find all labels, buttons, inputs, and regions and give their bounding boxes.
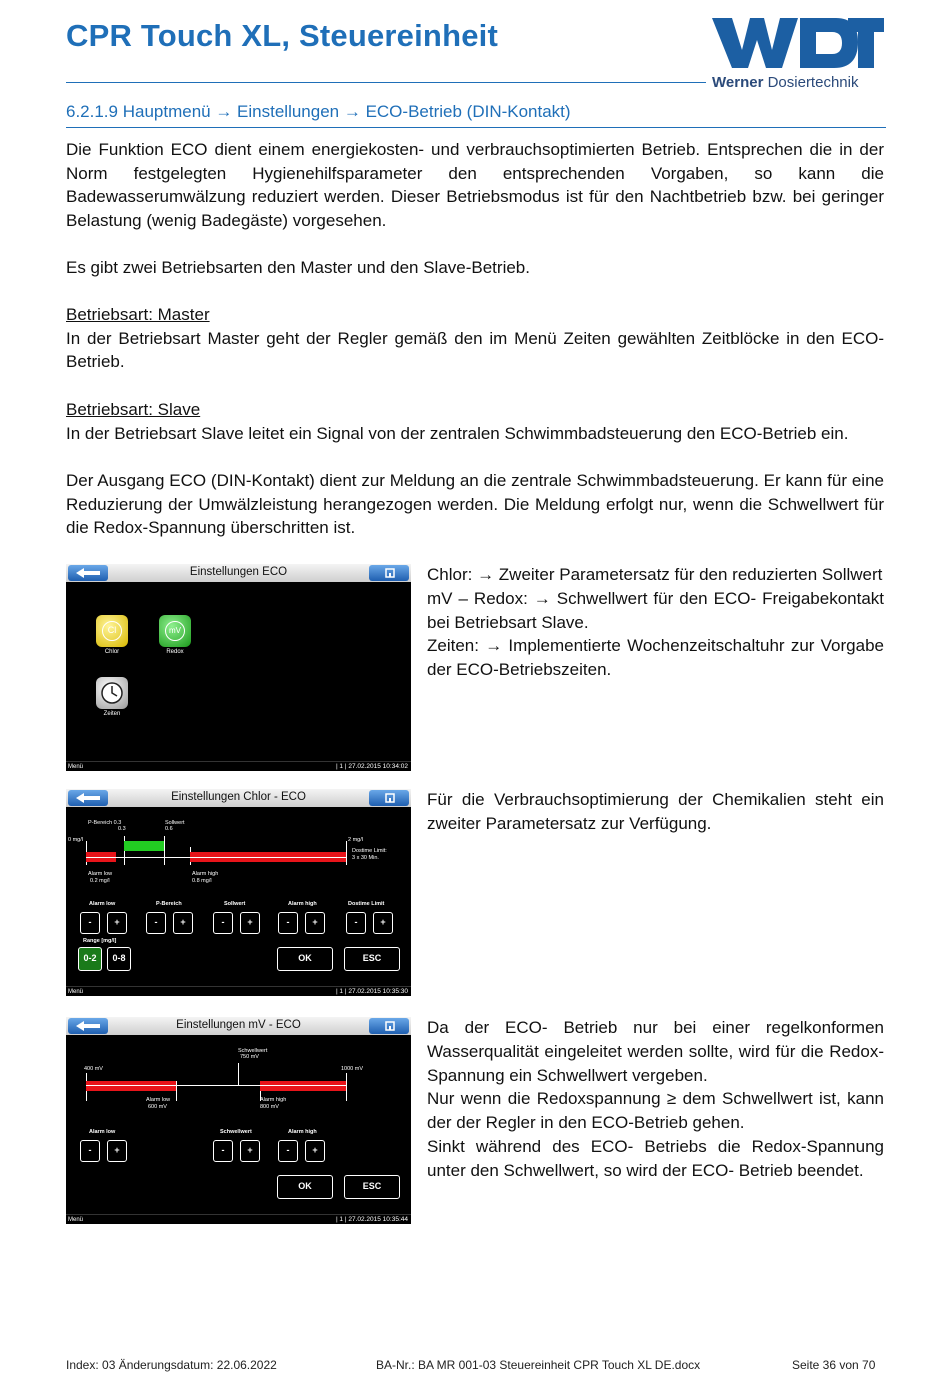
footer-index: Index: 03 Änderungsdatum: 22.06.2022 bbox=[66, 1358, 277, 1372]
alarm-high-value: 0.8 mg/l bbox=[192, 878, 212, 884]
screenshot-mv-eco bbox=[66, 1017, 411, 1224]
zeiten-tile[interactable] bbox=[96, 677, 128, 709]
scale-end-tick bbox=[346, 1073, 347, 1101]
sollwert-plus-button[interactable]: + bbox=[240, 912, 260, 934]
home-button[interactable] bbox=[369, 565, 409, 581]
schwellwert-minus-button[interactable]: - bbox=[213, 1140, 233, 1162]
dostime-label: Dostime Limit: bbox=[352, 848, 387, 854]
section-rule bbox=[66, 127, 886, 128]
range-0-2-button[interactable]: 0-2 bbox=[78, 947, 102, 971]
home-button[interactable] bbox=[369, 790, 409, 806]
pbereich-label: P-Bereich 0.3 bbox=[88, 820, 122, 826]
group-label-dostime: Dostime Limit bbox=[348, 901, 385, 907]
home-icon bbox=[369, 565, 409, 581]
zeiten-label: Zeiten bbox=[103, 711, 121, 717]
home-icon bbox=[369, 790, 409, 806]
alarm-low-plus-button[interactable]: + bbox=[107, 1140, 127, 1162]
alarm-low-minus-button[interactable]: - bbox=[80, 912, 100, 934]
clock-icon bbox=[96, 677, 128, 709]
screen-title: Einstellungen mV - ECO bbox=[176, 1019, 301, 1031]
master-text: In der Betriebsart Master geht der Regler gemäß den im Menü Zeiten gewählten Zeitblöcke in den ECO-Betrieb. bbox=[66, 328, 884, 372]
ok-button[interactable]: OK bbox=[277, 1175, 333, 1199]
screenshot-eco-settings bbox=[66, 564, 411, 771]
footer-rule bbox=[66, 986, 411, 987]
dostime-minus-button[interactable]: - bbox=[346, 912, 366, 934]
range-0-8-button[interactable]: 0-8 bbox=[107, 947, 131, 971]
pbereich-bar bbox=[124, 841, 164, 851]
footer-page: Seite 36 von 70 bbox=[792, 1358, 876, 1372]
schwellwert-value: 750 mV bbox=[240, 1054, 259, 1060]
sollwert-minus-button[interactable]: - bbox=[213, 912, 233, 934]
sollwert-label: Sollwert bbox=[165, 820, 185, 826]
alarm-high-label: Alarm high bbox=[260, 1097, 287, 1103]
alarm-high-plus-button[interactable]: + bbox=[305, 912, 325, 934]
footer-rule bbox=[66, 761, 411, 762]
alarm-high-value: 800 mV bbox=[260, 1104, 279, 1110]
scale-end-tick bbox=[346, 841, 347, 865]
range-min-label: 400 mV bbox=[84, 1066, 103, 1072]
mv-eco-text: Da der ECO- Betrieb nur bei einer regelkonformen Wasserqualität eingeleitet werden sollte, wird für die Redox-Spannung ein Schwellwert vergeben. Nur wenn die Redoxspannung ≥ dem Schwellwert ist, kann der der Regler in den ECO-Betrieb gehen. Sinkt während des ECO- Betriebs die Redox-Spannung unter den Schwellwert, so wird der ECO- Betrieb beendet. bbox=[427, 1018, 884, 1180]
group-label-sollwert: Sollwert bbox=[224, 901, 246, 907]
menu-link[interactable]: Menü bbox=[68, 989, 84, 995]
intro-paragraph: Die Funktion ECO dient einem energiekosten- und verbrauchsoptimierten Betrieb. Entsprechen die in der Norm festgelegten Hygienehilfsparameter den entsprechenden Vorgaben, so kann die Badewasserumwälzung reduziert werden. Dieser Betriebsmodus ist für den Nachtbetrieb bzw. bei geringer Belastung (wenig Badegäste) vorgesehen. bbox=[66, 140, 884, 230]
esc-button[interactable]: ESC bbox=[344, 947, 400, 971]
status-timestamp: | 1 | 27.02.2015 10:35:30 bbox=[335, 988, 408, 995]
dostime-value: 3 x 30 Min. bbox=[352, 855, 379, 861]
group-label-alarm-high: Alarm high bbox=[288, 901, 317, 907]
modes-paragraph: Es gibt zwei Betriebsarten den Master und den Slave-Betrieb. bbox=[66, 258, 530, 277]
redox-icon: mV bbox=[165, 621, 185, 641]
output-paragraph: Der Ausgang ECO (DIN-Kontakt) dient zur Meldung an die zentrale Schwimmbadsteuerung. Er kann für eine Reduzierung der Umwälzleistung herangezogen werden. Die Meldung erfolgt nur, wenn die Schwellwert für die Redox-Spannung überschritten ist. bbox=[66, 471, 884, 538]
range-max-label: 2 mg/l bbox=[348, 837, 363, 843]
group-label-alarm-high: Alarm high bbox=[288, 1129, 317, 1135]
esc-button[interactable]: ESC bbox=[344, 1175, 400, 1199]
slave-text: In der Betriebsart Slave leitet ein Signal von der zentralen Schwimmbadsteuerung den ECO-Betrieb ein. bbox=[66, 423, 849, 443]
pbereich-right-tick bbox=[164, 836, 165, 865]
scale-axis bbox=[86, 857, 346, 858]
schwellwert-plus-button[interactable]: + bbox=[240, 1140, 260, 1162]
chlor-eco-description bbox=[427, 788, 884, 836]
sollwert-value: 0.6 bbox=[165, 826, 173, 832]
alarm-low-tick bbox=[176, 1081, 177, 1101]
group-label-alarm-low: Alarm low bbox=[89, 1129, 116, 1135]
alarm-high-minus-button[interactable]: - bbox=[278, 912, 298, 934]
home-button[interactable] bbox=[369, 1018, 409, 1034]
document-title: CPR Touch XL, Steuereinheit bbox=[66, 18, 498, 53]
footer-rule bbox=[66, 1214, 411, 1215]
status-timestamp: | 1 | 27.02.2015 10:34:02 bbox=[335, 763, 408, 770]
home-icon bbox=[369, 1018, 409, 1034]
alarm-high-label: Alarm high bbox=[192, 871, 219, 877]
alarm-high-bar bbox=[260, 1081, 346, 1091]
section-heading: 6.2.1.9 Hauptmenü → Einstellungen → ECO-Betrieb (DIN-Kontakt) bbox=[66, 102, 571, 121]
screen-title: Einstellungen ECO bbox=[189, 566, 288, 578]
dostime-plus-button[interactable]: + bbox=[373, 912, 393, 934]
range-min-label: 0 mg/l bbox=[68, 837, 83, 843]
redox-label: Redox bbox=[166, 649, 184, 655]
ok-button[interactable]: OK bbox=[277, 947, 333, 971]
mv-eco-description bbox=[427, 1016, 884, 1183]
alarm-high-plus-button[interactable]: + bbox=[305, 1140, 325, 1162]
alarm-low-label: Alarm low bbox=[146, 1097, 171, 1103]
alarm-low-value: 600 mV bbox=[148, 1104, 167, 1110]
menu-link[interactable]: Menü bbox=[68, 1217, 84, 1223]
pbereich-plus-button[interactable]: + bbox=[173, 912, 193, 934]
schwellwert-tick bbox=[238, 1063, 239, 1085]
range-max-label: 1000 mV bbox=[341, 1066, 364, 1072]
range-label: Range [mg/l] bbox=[83, 938, 117, 944]
alarm-high-minus-button[interactable]: - bbox=[278, 1140, 298, 1162]
alarm-low-plus-button[interactable]: + bbox=[107, 912, 127, 934]
group-label-pbereich: P-Bereich bbox=[156, 901, 182, 907]
pbereich-minus-button[interactable]: - bbox=[146, 912, 166, 934]
slave-section bbox=[66, 398, 884, 445]
master-section bbox=[66, 303, 884, 374]
menu-link[interactable]: Menü bbox=[68, 764, 84, 770]
group-label-alarm-low: Alarm low bbox=[89, 901, 116, 907]
schwellwert-label: Schwellwert bbox=[238, 1048, 268, 1054]
redox-tile[interactable] bbox=[159, 615, 191, 647]
alarm-low-bar bbox=[86, 1081, 176, 1091]
chlor-icon: Cl bbox=[102, 621, 122, 641]
alarm-low-value: 0.2 mg/l bbox=[90, 878, 110, 884]
screenshot-chlor-eco bbox=[66, 789, 411, 996]
header-rule bbox=[66, 82, 706, 83]
footer-docname: BA-Nr.: BA MR 001-03 Steuereinheit CPR Touch XL DE.docx bbox=[376, 1358, 701, 1372]
eco-settings-description bbox=[427, 563, 884, 682]
pbereich-value: 0.3 bbox=[118, 826, 126, 832]
chlor-eco-text: Für die Verbrauchsoptimierung der Chemikalien steht ein zweiter Parametersatz zur Verfügung. bbox=[427, 790, 884, 833]
eco-settings-text: Chlor: → Zweiter Parametersatz für den reduzierten Sollwert mV – Redox: → Schwellwert für den ECO- Freigabekontakt bei Betriebsart Slave. Zeiten: → Implementierte Wochenzeitschaltuhr zur Vorgabe der ECO-Betriebszeiten. bbox=[427, 565, 884, 680]
chlor-tile[interactable] bbox=[96, 615, 128, 647]
alarm-low-label: Alarm low bbox=[88, 871, 113, 877]
logo-subtitle: Werner Dosiertechnik bbox=[712, 74, 859, 91]
group-label-schwellwert: Schwellwert bbox=[220, 1129, 252, 1135]
slave-heading: Betriebsart: Slave bbox=[66, 400, 201, 419]
alarm-low-minus-button[interactable]: - bbox=[80, 1140, 100, 1162]
master-heading: Betriebsart: Master bbox=[66, 305, 210, 324]
status-timestamp: | 1 | 27.02.2015 10:35:44 bbox=[335, 1216, 408, 1223]
chlor-label: Chlor bbox=[104, 649, 120, 655]
scale-axis bbox=[86, 1085, 346, 1086]
screen-title: Einstellungen Chlor - ECO bbox=[171, 791, 306, 803]
